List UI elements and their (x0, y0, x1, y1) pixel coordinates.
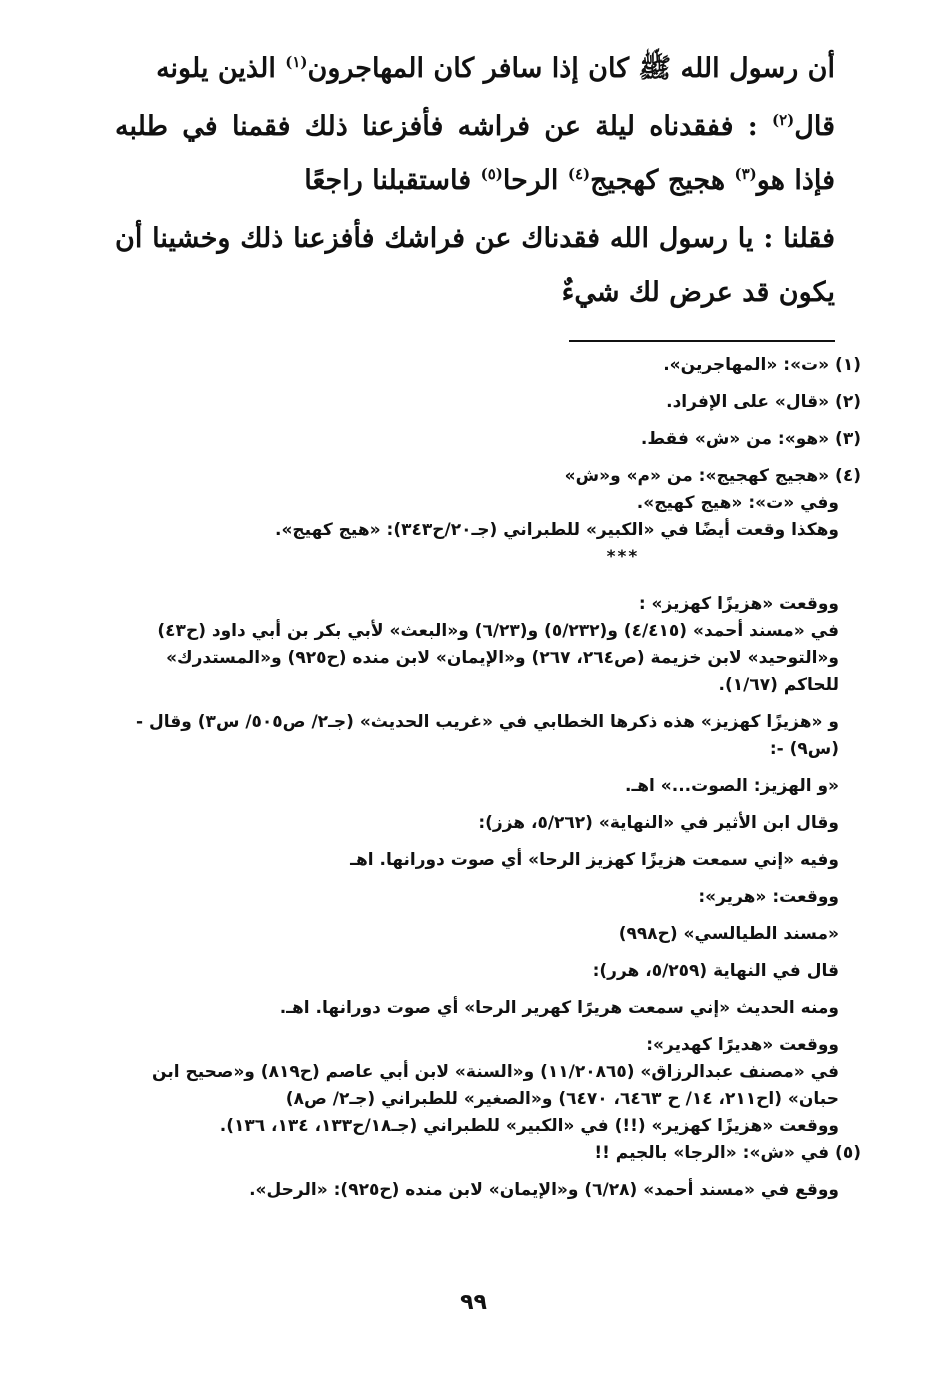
footnote-4-khattabi: و «هزيزًا كهزيز» هذه ذكرها الخطابي في «غريب الحديث» (جـ٢/ ص٥٠٥/ س٣) وقال - (س٩) -: (136, 712, 839, 759)
main-paragraph-2 (115, 100, 835, 208)
footnote-2: (٢) «قال» على الإفراد. (666, 392, 861, 412)
main-paragraph-1 (115, 42, 835, 96)
footnote-ref-1: (١) (285, 53, 308, 71)
footnote-4-hadeer-sources: في «مصنف عبدالرزاق» (١١/٢٠٨٦٥) و«السنة» لابن أبي عاصم (ح٨١٩) و«صحيح ابن حبان» (اح٢١١، ١٤/ ح ٦٤٦٣، ٦٤٧٠) و«الصغير» للطبراني (جـ٢/ ص٨) (152, 1062, 839, 1109)
footnote-ref-2: (٢) (771, 111, 795, 129)
footnote-4-ibn-athir-quote: وفيه «إني سمعت هزيزًا كهزيز الرحا» أي صوت دورانها. اهـ (350, 850, 839, 870)
footnote-4-nihaya: قال في النهاية (٥/٢٥٩، هرر): (592, 961, 839, 981)
main-p1-end: الذين يلونه (156, 53, 286, 84)
footnote-ref-5: (٥) (480, 165, 503, 183)
main-p1-text: أن رسول الله ﷺ كان إذا سافر كان المهاجرون (307, 53, 835, 84)
footnote-4-ibn-athir: وقال ابن الأثير في «النهاية» (٥/٢٦٢، هزز): (478, 813, 839, 833)
footnote-4-line-2: وفي «ت»: «هيج كهيج». (636, 493, 839, 513)
footnote-4-hadeer-heading: ووقعت «هديرًا كهدير»: (646, 1035, 839, 1055)
footnote-4-hareer-heading: ووقعت: «هرير»: (698, 887, 839, 907)
main-p2-e: فاستقبلنا راجعًا (304, 165, 481, 196)
section-separator: *** (606, 547, 640, 567)
footnote-4-nihaya-quote: ومنه الحديث «إني سمعت هريرًا كهرير الرحا» أي صوت دورانها. اهـ. (279, 998, 839, 1018)
footnote-3: (٣) «هو»: من «ش» فقط. (640, 429, 861, 449)
main-p2-d: الرحا (502, 165, 568, 196)
footnote-5: (٥) في «ش»: «الرجا» بالجيم !! (594, 1143, 861, 1163)
footnote-ref-3: (٣) (734, 165, 757, 183)
footnote-ref-4: (٤) (567, 165, 591, 183)
footnote-divider (569, 340, 835, 342)
main-p2-c: هجيج كهجيج (590, 165, 735, 196)
footnote-4-tayalisi: «مسند الطيالسي» (ح٩٩٨) (618, 924, 839, 944)
footnotes (127, 352, 861, 1204)
main-paragraph-3: فقلنا : يا رسول الله فقدناك عن فراشك فأفزعنا ذلك وخشينا أن يكون قد عرض لك شيءٌ (115, 223, 835, 308)
footnote-4-hazeez-heading: ووقعت «هزيزًا كهزيز» : (638, 594, 839, 614)
footnote-4-khattabi-quote: «و الهزيز: الصوت...» اهـ. (624, 776, 839, 796)
footnote-4-hazeez-sources: في «مسند أحمد» (٤/٤١٥) و(٥/٢٣٢) و(٦/٢٣) و«البعث» لأبي بكر بن أبي داود (ح٤٣) و«التوحيد» لابن خزيمة (ص٢٦٤، ٢٦٧) و«الإيمان» لابن منده (ح٩٢٥) و«المستدرك» للحاكم (١/٦٧). (157, 621, 839, 695)
page-number: ٩٩ (460, 1290, 487, 1315)
footnote-1: (١) «ت»: «المهاجرين». (663, 355, 861, 375)
footnote-4-line-3: وهكذا وقعت أيضًا في «الكبير» للطبراني (جـ٢٠/ح٣٤٣): «هيج كهيج». (274, 520, 839, 540)
footnote-4-tabarani: ووقعت «هزيزًا كهزير» (!!) في «الكبير» للطبراني (جـ١٨/ح١٣٣، ١٣٤، ١٣٦). (219, 1116, 839, 1136)
footnote-4: (٤) «هجيج كهجيج»: من «م» و«ش» (564, 466, 861, 486)
main-p2-a: قال (794, 111, 835, 142)
main-text (115, 42, 835, 324)
footnote-5-line-2: ووقع في «مسند أحمد» (٦/٢٨) و«الإيمان» لابن منده (ح٩٢٥): «الرحل». (249, 1180, 839, 1200)
main-p2-b: : ففقدناه ليلة عن فراشه فأفزعنا ذلك فقمنا في طلبه فإذا هو (115, 111, 835, 196)
